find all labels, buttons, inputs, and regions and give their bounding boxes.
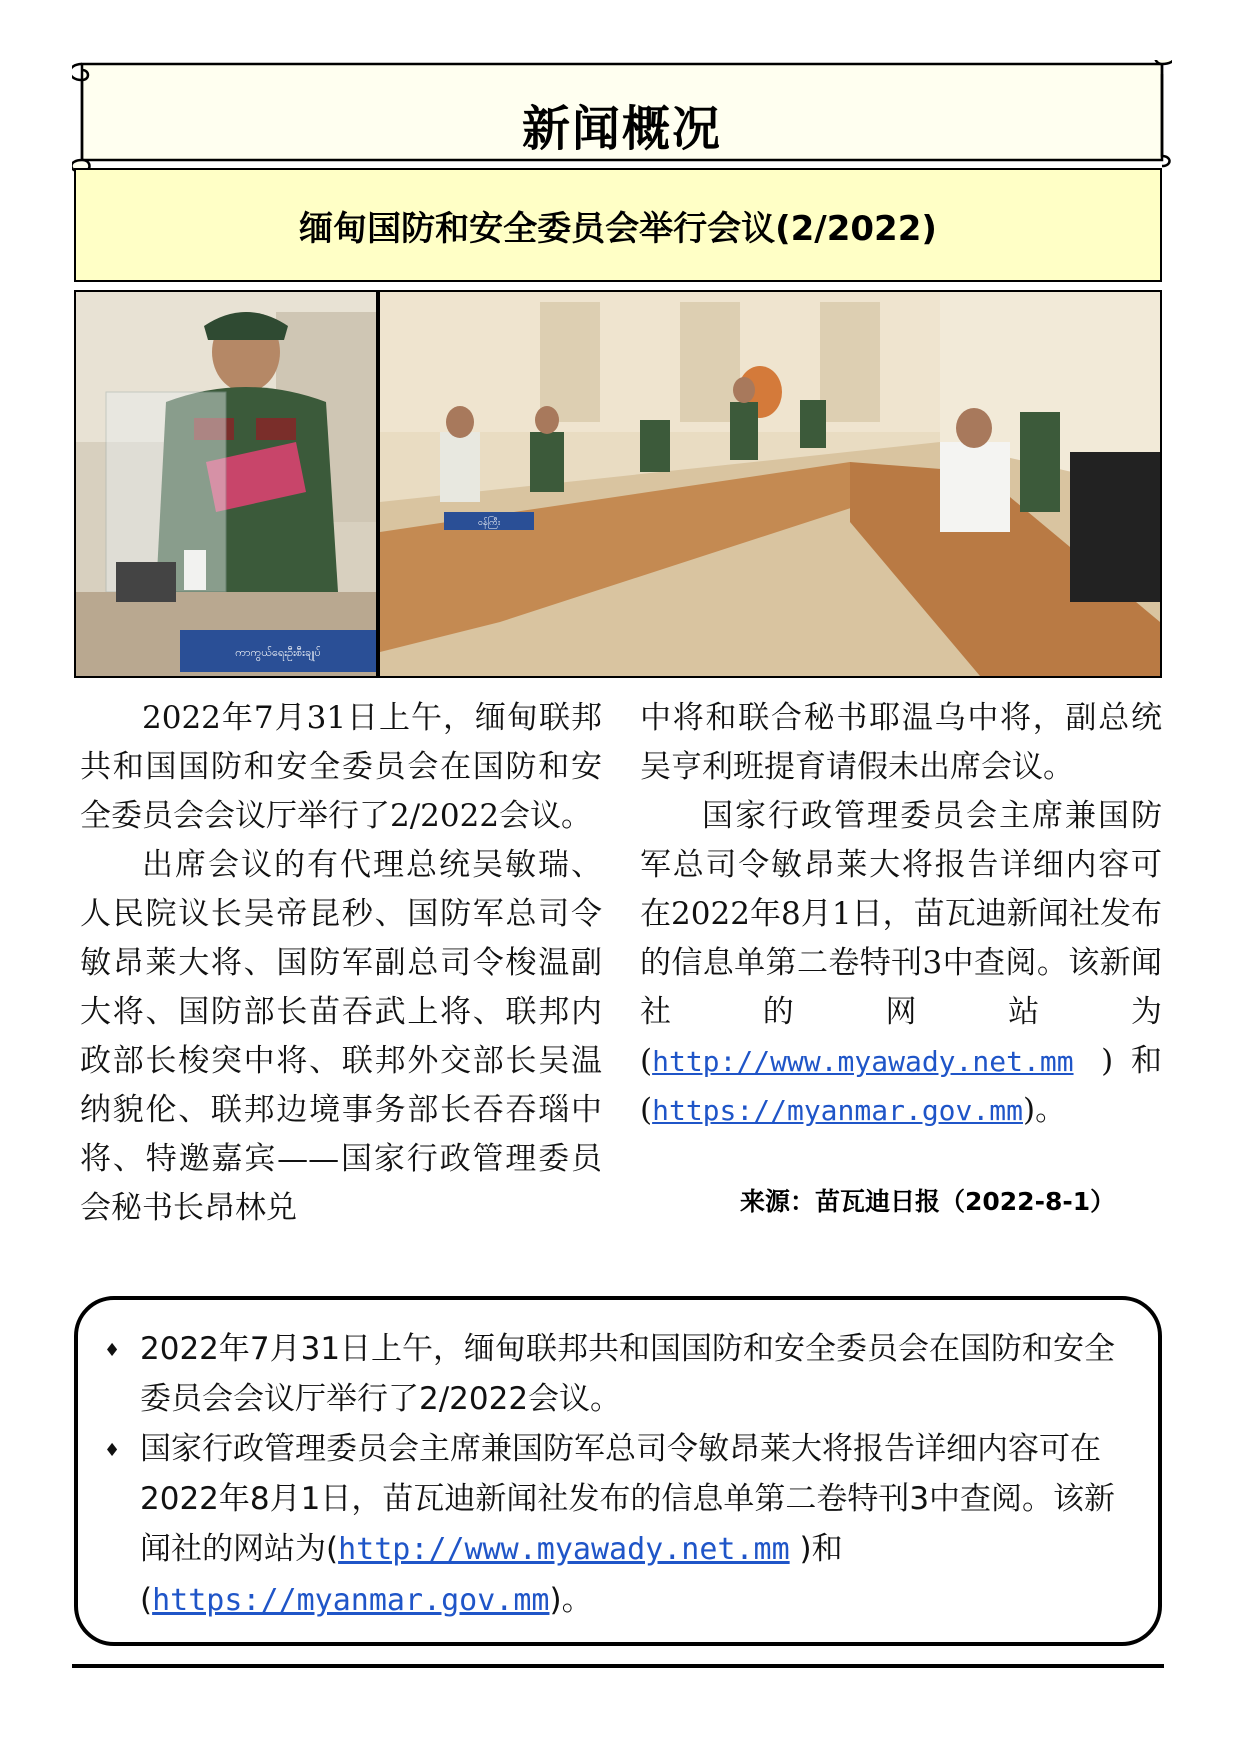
diamond-bullet-icon: ♦ <box>104 1340 121 1361</box>
headline-text: 缅甸国防和安全委员会举行会议(2/2022) <box>299 208 937 249</box>
link-separator: )和( <box>640 1043 1162 1128</box>
summary-myawady-link[interactable]: http://www.myawady.net.mm <box>338 1532 790 1567</box>
summary-item-text: 国家行政管理委员会主席兼国防军总司令敏昂莱大将报告详细内容可在2022年8月1日，苗瓦迪新闻社发布的信息单第二卷特刊3中查阅。该新闻社的网站为( <box>140 1431 1116 1567</box>
photo-speaker <box>74 290 378 678</box>
diamond-bullet-icon: ♦ <box>104 1440 121 1461</box>
article-paragraph-3 <box>640 792 1162 1135</box>
article-paragraph-3-text: 国家行政管理委员会主席兼国防军总司令敏昂莱大将报告详细内容可在2022年8月1日，苗瓦迪新闻社发布的信息单第二卷特刊3中查阅。该新闻社的网站为( <box>640 798 1162 1079</box>
article-paragraph-2-continued: 中将和联合秘书耶温乌中将，副总统吴亨利班提育请假未出席会议。 <box>640 700 1162 785</box>
summary-item-text: 2022年7月31日上午，缅甸联邦共和国国防和安全委员会在国防和安全委员会会议厅举行了2/2022会议。 <box>140 1331 1116 1417</box>
article-column-right <box>640 694 1162 1135</box>
name-plate-text: ကာကွယ်ရေးဦးစီးချုပ် <box>235 646 321 659</box>
myanmar-gov-link[interactable]: https://myanmar.gov.mm <box>652 1094 1023 1127</box>
title-banner <box>72 60 1172 172</box>
summary-link-separator: )和( <box>140 1531 843 1618</box>
page-title: 新闻概况 <box>521 101 722 157</box>
table-name-plate-text: ဝန်ကြီး <box>477 518 501 528</box>
summary-item <box>104 1324 1132 1424</box>
article-paragraph-2: 出席会议的有代理总统吴敏瑞、人民院议长吴帝昆秒、国防军总司令敏昂莱大将、国防军副总司令梭温副大将、国防部长苗吞武上将、联邦内政部长梭突中将、联邦外交部长吴温纳貌伦、联邦边境事务部长吞吞瑙中将、特邀嘉宾——国家行政管理委员会秘书长昂林兑 <box>80 847 602 1226</box>
photo-meeting-hall <box>378 290 1162 678</box>
summary-box <box>74 1296 1162 1646</box>
myawady-link[interactable]: http://www.myawady.net.mm <box>652 1045 1074 1078</box>
paragraph-end: )。 <box>1022 1092 1067 1128</box>
summary-item <box>104 1424 1132 1626</box>
footer-divider <box>72 1664 1164 1668</box>
source-credit: 来源：苗瓦迪日报（2022-8-1） <box>740 1187 1116 1216</box>
article-paragraph-1: 2022年7月31日上午，缅甸联邦共和国国防和安全委员会在国防和安全委员会会议厅举行了2/2022会议。 <box>80 700 602 834</box>
summary-myanmar-gov-link[interactable]: https://myanmar.gov.mm <box>152 1583 550 1618</box>
headline-box <box>74 168 1162 282</box>
article-column-left <box>80 694 602 1233</box>
summary-item-end: )。 <box>549 1582 593 1618</box>
